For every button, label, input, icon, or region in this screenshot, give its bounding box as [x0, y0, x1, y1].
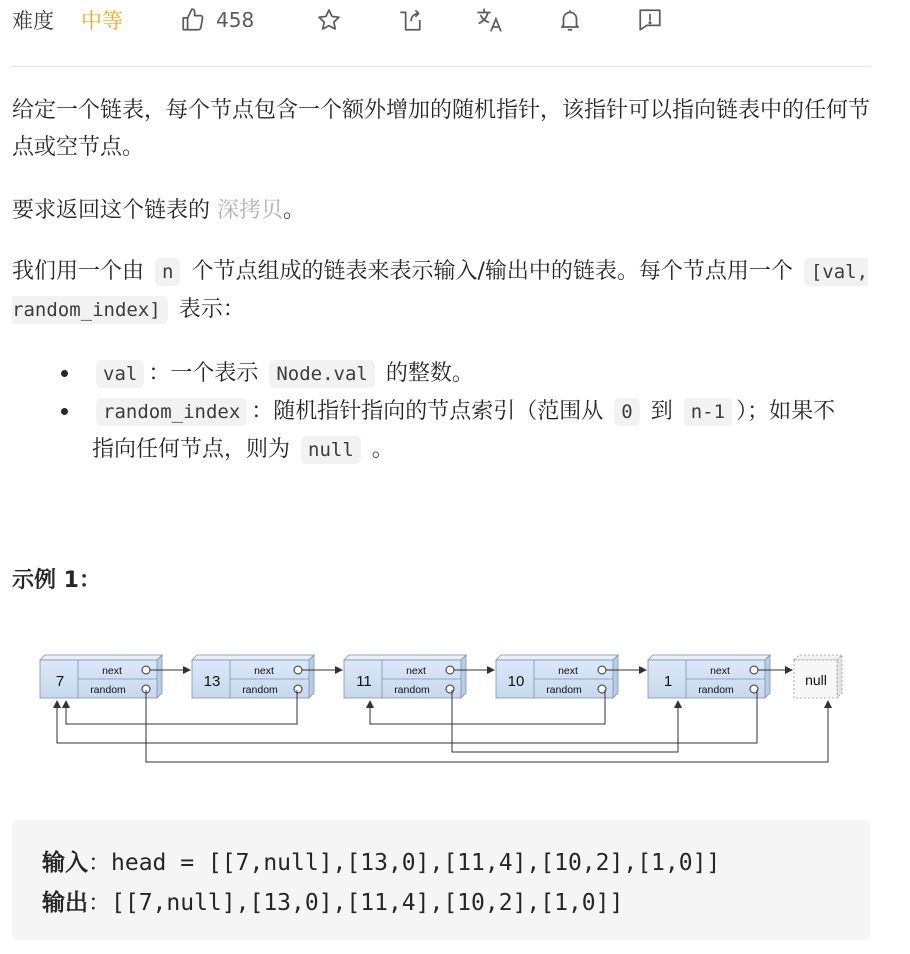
node-value: 10	[507, 673, 525, 690]
list-node	[648, 655, 792, 698]
difficulty-value: 中等	[81, 9, 123, 33]
notification-button[interactable]	[557, 6, 583, 34]
null-label: null	[805, 672, 827, 688]
random-label: random	[394, 684, 430, 696]
example-output-line	[42, 884, 623, 917]
toolbar-divider	[12, 66, 870, 67]
description-paragraph-3	[12, 253, 870, 329]
feedback-icon	[637, 7, 663, 33]
like-button[interactable]	[180, 6, 254, 34]
null-node	[794, 655, 842, 698]
bullet-text: ：随机指针指向的节点索引（范围从	[251, 399, 611, 424]
like-count: 458	[216, 8, 255, 32]
list-node	[40, 655, 190, 698]
translate-button[interactable]	[476, 6, 504, 34]
input-label: 输入	[42, 850, 88, 876]
description-paragraph-1: 给定一个链表，每个节点包含一个额外增加的随机指针，该指针可以指向链表中的任何节点或空节点。	[12, 98, 871, 160]
node-value: 11	[356, 673, 372, 690]
description-paragraph-2	[12, 192, 305, 229]
deep-copy-link[interactable]: 深拷贝	[217, 198, 284, 223]
linked-list-diagram	[36, 652, 856, 772]
p3-text-a: 我们用一个由	[12, 259, 151, 284]
next-label: next	[254, 665, 274, 677]
random-pointer-arrows	[57, 690, 828, 762]
next-label: next	[710, 665, 730, 677]
next-pointer-dot	[294, 666, 302, 674]
bullet-dot	[61, 370, 68, 377]
output-label: 输出	[42, 890, 88, 916]
feedback-button[interactable]	[637, 6, 663, 34]
share-button[interactable]	[397, 6, 423, 34]
list-item	[12, 393, 852, 469]
next-pointer-dot	[446, 666, 454, 674]
inline-code-val-random-index: [val, random_index]	[12, 258, 868, 324]
input-value: ：head = [[7,null],[13,0],[11,4],[10,2],[1,0]]	[88, 850, 721, 876]
translate-icon	[476, 7, 504, 33]
list-item	[12, 355, 852, 393]
random-arrow	[146, 690, 828, 762]
p3-text-c: 表示：	[171, 297, 245, 322]
list-node	[192, 655, 342, 698]
share-icon	[397, 7, 423, 33]
example-code-block	[12, 820, 870, 940]
node-value: 13	[203, 673, 221, 690]
next-pointer-dot	[598, 666, 606, 674]
inline-code-val: val	[96, 360, 144, 388]
next-pointer-dot	[750, 666, 758, 674]
p3-text-b: 个节点组成的链表来表示输入/输出中的链表。每个节点用一个	[184, 259, 800, 284]
bullet-text: 。	[364, 437, 394, 462]
p2-text: 要求返回这个链表的	[12, 198, 217, 223]
next-pointer-dot	[142, 666, 150, 674]
star-icon	[316, 7, 342, 33]
inline-code-n-minus-1: n-1	[684, 398, 732, 426]
node-value: 1	[663, 673, 673, 690]
example-title: 示例 1：	[12, 568, 101, 593]
thumbs-up-icon	[180, 7, 206, 33]
bullet-text: 的整数。	[378, 361, 474, 386]
bell-icon	[557, 7, 583, 33]
favorite-button[interactable]	[316, 6, 342, 34]
list-node	[344, 655, 494, 698]
difficulty-label: 难度	[12, 9, 54, 33]
random-label: random	[546, 684, 582, 696]
inline-code-node-val: Node.val	[269, 360, 375, 388]
random-pointer-dot	[446, 685, 454, 693]
bullet-text: ）；如果不指向任何节点，则为	[92, 399, 836, 462]
random-label: random	[698, 684, 734, 696]
inline-code-null: null	[301, 436, 361, 464]
output-value: ：[[7,null],[13,0],[11,4],[10,2],[1,0]]	[88, 890, 624, 916]
next-label: next	[406, 665, 426, 677]
bullet-text: 到	[643, 399, 680, 424]
example-input-line	[42, 844, 720, 877]
list-node	[496, 655, 646, 698]
inline-code-random-index: random_index	[96, 398, 247, 426]
bullet-list	[12, 355, 870, 469]
node-value: 7	[55, 673, 65, 690]
inline-code-zero: 0	[614, 398, 639, 426]
random-label: random	[90, 684, 126, 696]
inline-code-n: n	[155, 258, 180, 286]
random-pointer-dot	[294, 685, 302, 693]
random-label: random	[242, 684, 278, 696]
p2-text-end: 。	[283, 198, 306, 223]
toolbar	[12, 0, 870, 40]
bullet-dot	[61, 408, 68, 415]
next-label: next	[558, 665, 578, 677]
next-label: next	[102, 665, 122, 677]
bullet-text: ：一个表示	[148, 361, 266, 386]
